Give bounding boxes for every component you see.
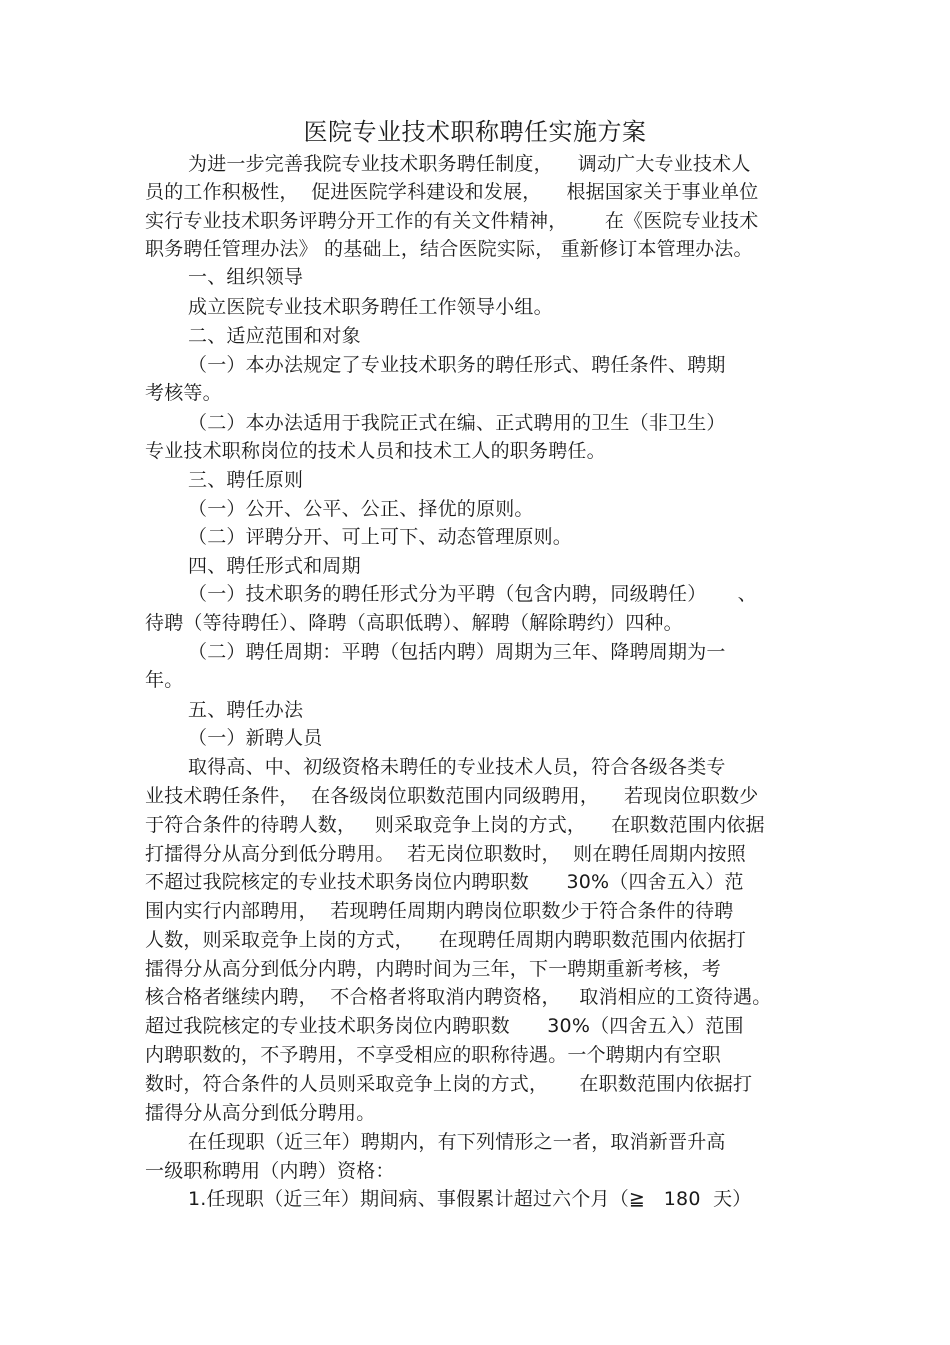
document-title: 医院专业技术职称聘任实施方案 [303, 118, 647, 146]
paragraph-line: （二）本办法适用于我院正式在编、正式聘用的卫生（非卫生） [188, 412, 726, 434]
paragraph-line: 业技术聘任条件， 在各级岗位职数范围内同级聘用， 若现岗位职数少 [145, 785, 759, 807]
paragraph-intro-line: 实行专业技术职务评聘分开工作的有关文件精神， 在《医院专业技术 [145, 210, 759, 232]
section-heading: 二、适应范围和对象 [188, 325, 361, 347]
paragraph-line: （二）评聘分开、可上可下、动态管理原则。 [188, 526, 573, 548]
paragraph-line: 待聘（等待聘任）、降聘（高职低聘）、解聘（解除聘约）四种。 [145, 612, 683, 634]
paragraph-intro-line: 为进一步完善我院专业技术职务聘任制度， 调动广大专业技术人 [188, 153, 751, 175]
paragraph-line: 不超过我院核定的专业技术职务岗位内聘职数 30%（四舍五入）范 [145, 871, 744, 893]
paragraph-line: 核合格者继续内聘， 不合格者将取消内聘资格， 取消相应的工资待遇。 [145, 986, 772, 1008]
paragraph-line: 打擂得分从高分到低分聘用。 若无岗位职数时， 则在聘任周期内按照 [145, 843, 746, 865]
paragraph-line: 取得高、中、初级资格未聘任的专业技术人员，符合各级各类专 [188, 756, 726, 778]
paragraph-line: 内聘职数的，不予聘用，不享受相应的职称待遇。一个聘期内有空职 [145, 1044, 722, 1066]
paragraph-line: 成立医院专业技术职务聘任工作领导小组。 [188, 296, 553, 318]
paragraph-line: 考核等。 [145, 382, 222, 404]
paragraph-line: 于符合条件的待聘人数， 则采取竞争上岗的方式， 在职数范围内依据 [145, 814, 765, 836]
paragraph-line: 年。 [145, 669, 184, 691]
paragraph-line: 擂得分从高分到低分内聘，内聘时间为三年，下一聘期重新考核，考 [145, 958, 722, 980]
paragraph-line: （一）技术职务的聘任形式分为平聘（包含内聘，同级聘任） 、 [188, 583, 757, 605]
paragraph-line: 专业技术职称岗位的技术人员和技术工人的职务聘任。 [145, 440, 606, 462]
section-heading: 三、聘任原则 [188, 469, 304, 491]
subsection-heading: （一）新聘人员 [188, 727, 323, 749]
paragraph-line: 一级职称聘用（内聘）资格： [145, 1160, 395, 1182]
section-heading: 四、聘任形式和周期 [188, 555, 361, 577]
section-heading: 一、组织领导 [188, 266, 304, 288]
paragraph-line: 在任现职（近三年）聘期内，有下列情形之一者，取消新晋升高 [188, 1131, 726, 1153]
paragraph-intro-line: 员的工作积极性， 促进医院学科建设和发展， 根据国家关于事业单位 [145, 181, 759, 203]
paragraph-line: 围内实行内部聘用， 若现聘任周期内聘岗位职数少于符合条件的待聘 [145, 900, 734, 922]
list-item-line: 1.任现职（近三年）期间病、事假累计超过六个月（≧ 180 天） [188, 1188, 752, 1210]
paragraph-line: 擂得分从高分到低分聘用。 [145, 1102, 376, 1124]
paragraph-line: 数时，符合条件的人员则采取竞争上岗的方式， 在职数范围内依据打 [145, 1073, 753, 1095]
paragraph-line: （二）聘任周期：平聘（包括内聘）周期为三年、降聘周期为一 [188, 641, 726, 663]
section-heading: 五、聘任办法 [188, 699, 304, 721]
paragraph-line: 超过我院核定的专业技术职务岗位内聘职数 30%（四舍五入）范围 [145, 1015, 744, 1037]
paragraph-line: （一）公开、公平、公正、择优的原则。 [188, 498, 534, 520]
paragraph-line: （一）本办法规定了专业技术职务的聘任形式、聘任条件、聘期 [188, 354, 726, 376]
paragraph-line: 人数，则采取竞争上岗的方式， 在现聘任周期内聘职数范围内依据打 [145, 929, 746, 951]
paragraph-intro-line: 职务聘任管理办法》 的基础上，结合医院实际， 重新修订本管理办法。 [145, 238, 753, 260]
